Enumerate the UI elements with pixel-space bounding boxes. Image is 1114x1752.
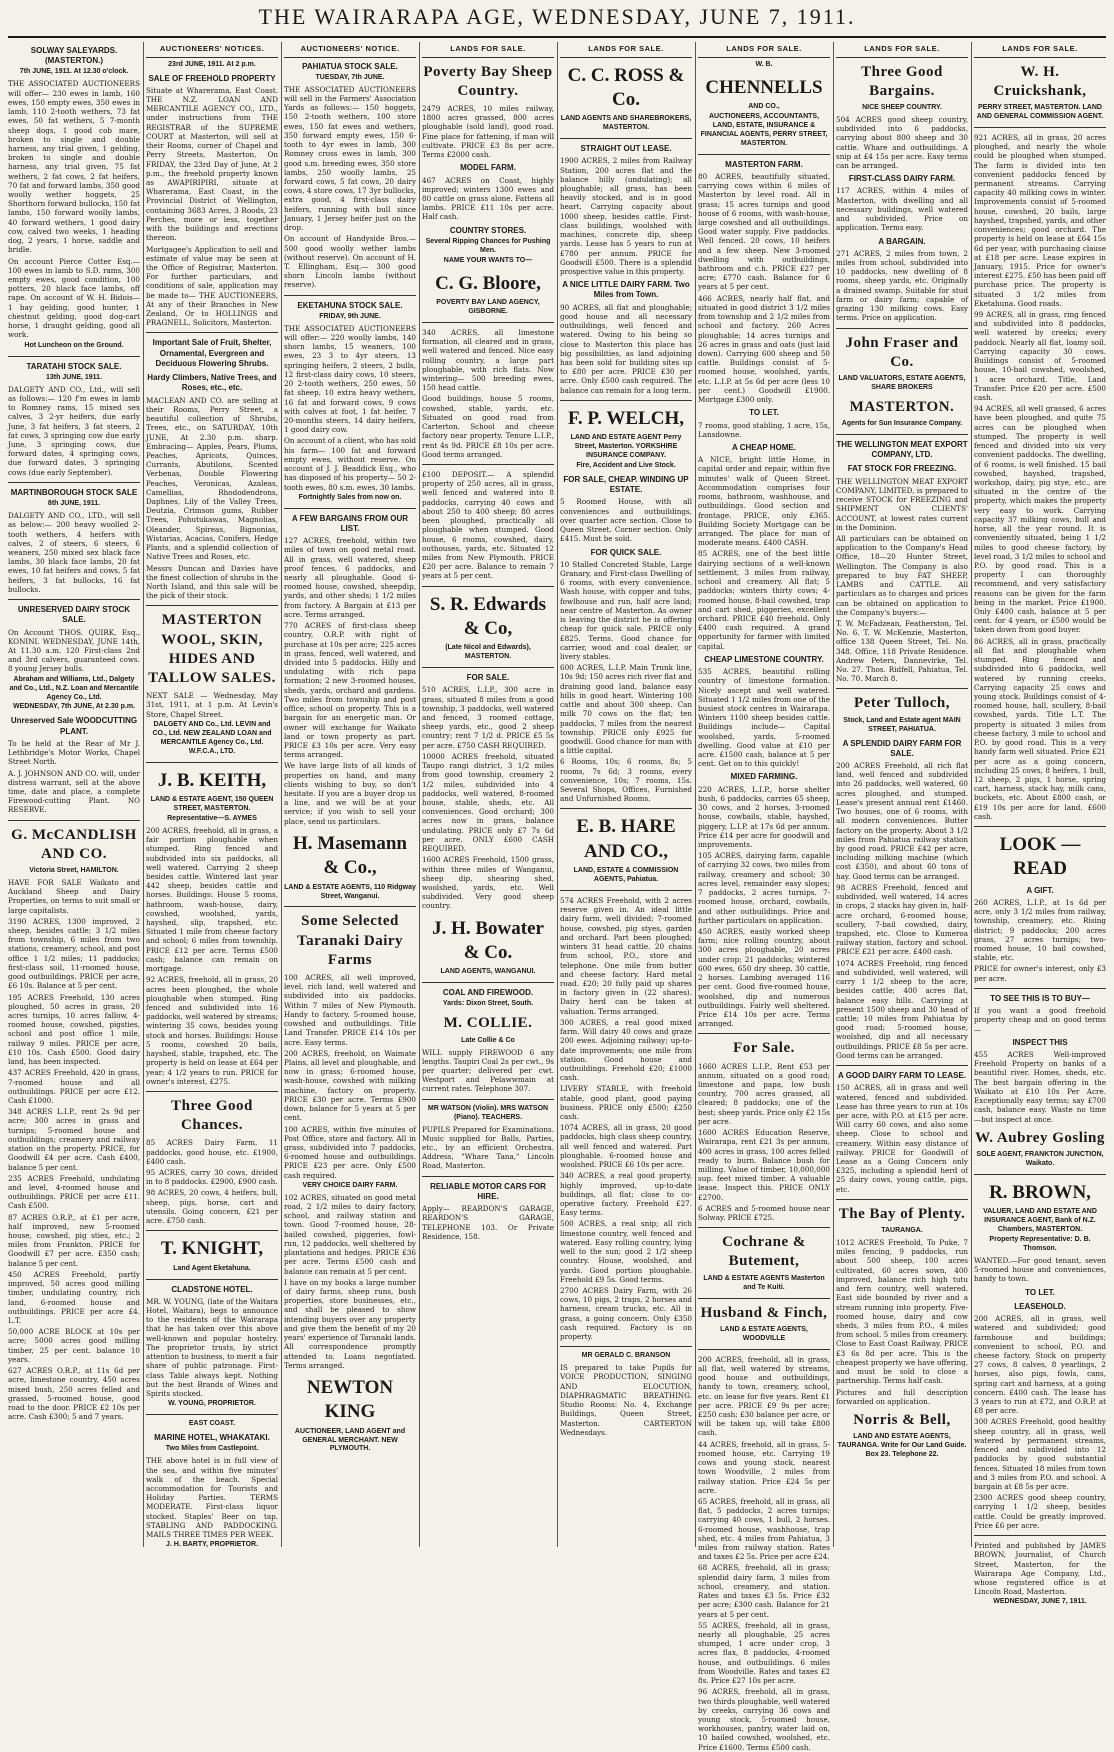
separator-rule — [560, 890, 692, 891]
advertisement-text: 1074 ACRES, all in grass, 20 good paddocks, high class sheep country, all well fenced and watered. Part ploughable. 6-roomed house and woolshed. PRICE £6 10s per acre. — [560, 1123, 692, 1170]
subheading: 23rd JUNE, 1911. At 2 p.m. — [168, 60, 256, 68]
subheading: 8th JUNE, 1911. — [47, 500, 101, 508]
advertisement-text: 85 ACRES Dairy Farm, 11 paddocks, good house, etc. £1900, £400 cash. — [146, 1138, 278, 1166]
advertisement-text: T. W. McFadzean, Featherston, Tel. No. 6. T. W. McKenzie, Masterton, office 138 Queen Street, Tel. No. 348. Office, 118 Private Residence. Andrew Peters, Dannevirke, Tel. No. 27. Thos. Ridfell, Pahiatua, Tel. No. 70. March 8. — [836, 618, 968, 684]
advertisement-text: 100 ACRES, all well improved, level, rich land, well watered and subdivided into six paddocks. Within 7 miles of New Plymouth. Handy to factory. 5-roomed house, cowshed and outbuildings. Title Land Transfer. PRICE £14 10s per acre. Easy terms. — [284, 973, 416, 1047]
subheading: POVERTY BAY LAND AGENCY, GISBORNE. — [436, 299, 540, 315]
separator-rule — [560, 138, 692, 139]
advertiser-name: E. B. HARE AND CO., — [576, 816, 676, 862]
subheading: WEDNESDAY, 7th JUNE, At 2.30 p.m. — [12, 703, 135, 711]
section-heading: UNRESERVED DAIRY STOCK SALE. — [17, 605, 131, 625]
advertiser-name: CHENNELLS — [705, 76, 823, 98]
advertisement-text: 200 ACRES, freehold, all in grass, a fair portion ploughable when stumped. Ring fenced and subdivided into six paddocks, all well watered. Carrying 2 sheep besides cattle. Wintered last year 442 sheep, besides cattle and horses. Buildings: House 5 rooms, bathroom, wash-house, dairy, cowshed, woolshed, yards, hayshed, slip, trapshed, etc. Situated 1 mile from cheese factory and school; 6 miles from township. PRICE £12 per acre. Terms £500 cash; balance can remain on mortgage. — [146, 825, 278, 974]
separator-rule — [974, 988, 1106, 989]
advertisement-text: 500 ACRES, a real snip; all rich limestone country, well fenced and watered. Easy rolling country, lying well to the sun; good 2 1/2 sheep country. House, woolshed, and yards. Good portion ploughable. Freehold £9 5s. Good terms. — [560, 1219, 692, 1284]
separator-rule — [836, 1065, 968, 1066]
section-heading: TO LET. — [1025, 1287, 1055, 1297]
advertisement-text: 96 ACRES, freehold, all in grass, two thirds ploughable, well watered by creeks, carrying 36 cows and young stock, 5-roomed house, workhouses, pantry, water laid on, 10 bailed cowshed, woolshed, etc. Price £1600. Terms £500 cash. — [698, 1687, 830, 1752]
advertisement-text: THE above hotel is in full view of the sea, and within five minutes' walk of the beach. Special accommodation for Tourists and Holiday Parties. TERMS MODERATE. First-class liquor stocked. Staples' Beer on tap. STABLING AND PADDOCKING. MAILS THREE TIMES PER WEEK. — [146, 1456, 278, 1540]
subheading: Agents for Sun Insurance Company. — [841, 420, 963, 428]
advertiser-name: Three Good Chances. — [171, 1097, 253, 1134]
advertisement-text: THE ASSOCIATED AUCTIONEERS will sell in the Farmers' Association Yards as follows:— 150 hoggets, 150 2-tooth wethers, 100 store ewes, 150 fat ewes and wethers, 350 forward empty ewes, 150 6-tooth to 4yr ewes in lamb, 300 Romney cross ewes in lamb, 300 good s.m. breeding ewes, 350 store lambs, 250 woolly lambs, 25 forward cows, 5 fat cows, 20 dairy cows, 4 store cows, 17 3yr bullocks, extra good, 4 first-class dairy heifers, running with bull since January, 1 Jersey heifer just on the drop. — [284, 84, 416, 233]
subheading: Fire, Accident and Live Stock. — [576, 462, 676, 470]
advertisement-text: 98 ACRES, 20 cows, 4 heifers, bull, sheep, pigs, horse, cart and utensils. Going concern, £21 per acre. £750 cash. — [146, 1188, 278, 1226]
subheading: EAST COAST. — [188, 1420, 236, 1428]
separator-rule — [698, 1349, 830, 1350]
advertiser-name: W. H. Cruickshank, — [993, 63, 1087, 99]
subheading: LAND AGENTS AND SHAREBROKERS, MASTERTON. — [560, 115, 692, 132]
section-heading: A NICE LITTLE DAIRY FARM. Two Miles from Town. — [562, 280, 690, 300]
advertisement-text: 467 ACRES on Coast, highly improved; winters 1300 ewes and 80 cattle on grass alone. Fattens all lambs. PRICE £11 10s per acre. Half cash. — [422, 175, 554, 222]
separator-rule — [836, 328, 968, 329]
advertisement-text: 6 Rooms, 10s; 6 rooms, 8s; 5 rooms, 7s 6d; 3 rooms, every convenience, 10s; 7 rooms, 15s. Several Shops, Offices, Furnished and Unfurnished Rooms. — [560, 757, 692, 804]
separator-rule — [698, 1033, 830, 1034]
column-heading: LANDS FOR SALE. — [836, 42, 968, 58]
separator-rule — [974, 1535, 1106, 1536]
separator-rule — [560, 400, 692, 401]
advertisement-text: 466 ACRES, nearly half flat, and situated in good district 3 1/2 miles from township and 2 1/2 miles from school and factory. 260 Acres ploughable; 14 acres turnips and 26 acres in grass and oats (just laid down). Carrying 600 sheep and 50 cattle. Buildings consist of 5-roomed house, woolshed, yards, etc. L.I.P. at 5s 6d per acre (less 10 per cent.) Goodwill £1900. Mortgage £300 only. — [698, 293, 830, 405]
section-heading: A GIFT. — [1026, 885, 1054, 895]
advertisement-text: THE ASSOCIATED AUCTIONEERS will offer:— 220 woolly lambs, 140 shorn lambs, 15 weaners, 100 ewes, 23 3 to 4yr steers, 13 springing heifers, 2 steers, 2 bulls, 12 first-class dairy cows, 10 steers, 20 2-tooth wethers, 250 ewes, 50 fat sheep, 10 extra heavy wethers, 16 fat and forward cows, 9 cows with calves at foot, 1 fat heifer, 7 20-months steers, 14 dairy heifers, 1 good dairy cow. — [284, 323, 416, 435]
advertisement-text: 504 ACRES good sheep country, subdivided into 6 paddocks, carrying about 800 sheep and 30 cattle. Whare and outbuildings. A snip at £4 15s per acre. Easy terms can be arranged. — [836, 114, 968, 171]
column-heading: AUCTIONEERS' NOTICE. — [284, 42, 416, 58]
advertisement-text: 99 ACRES, all in grass, ring fenced and subdivided into 8 paddocks, well watered by creeks; every paddock. Nearly all flat, loamy soil. Carrying capacity 30 cows. Buildings consist of 5-roomed house, 10-bail cowshed, woolshed, 1 acre orchard. Title, Land Transfer. Price £20 per acre. £500 cash. — [974, 310, 1106, 402]
subheading: LAND & ESTATE AGENTS, 110 Ridgway Street, Wanganui. — [284, 883, 416, 900]
column-5 — [560, 42, 692, 1547]
separator-rule — [146, 1091, 278, 1092]
separator-rule — [146, 605, 278, 606]
separator-rule — [146, 1230, 278, 1231]
subheading: AUCTIONEERS, ACCOUNTANTS, LAND, ESTATE, INSURANCE & FINANCIAL AGENTS, PERRY STREET, MASTERTON. — [700, 112, 828, 147]
column-heading: AUCTIONEERS' NOTICES. — [146, 42, 278, 58]
section-heading: A GOOD DAIRY FARM TO LEASE. — [837, 1071, 966, 1081]
subheading: Two Miles from Castlepoint. — [165, 1445, 259, 1453]
advertiser-name: M. COLLIE. — [443, 1015, 533, 1032]
advertisement-text: On Account THOS. QUIRK, Esq., KONINI. WEDNESDAY, JUNE 14th, At 11.30 a.m. 120 First-class 2nd and 3rd calvers, guaranteed cows. 8 young Jersey bulls. — [8, 627, 140, 674]
subheading: DALGETY AND Co., Ltd. LEVIN and CO., Ltd. NEW ZEALAND LOAN and MERCANTILE Agency Co., Ltd. W.F.C.A., LTD. — [152, 720, 272, 755]
advertiser-name: NEWTON KING — [306, 1376, 394, 1423]
section-heading: A FEW BARGAINS FROM OUR LIST. — [291, 513, 409, 533]
section-heading: TARATAHI STOCK SALE. — [26, 361, 122, 371]
advertisement-text: 535 ACRES, beautiful rolling country of limestone formation. Nicely ascept and well watered. Situated 1 1/2 miles from one of the busiest stock centres in Wairarapa. Winters 1100 sheep besides cattle. Buildings include— Capital woolshed, yards, 5-roomed dwelling. Good value at £10 per acre. £1500 cash, balance at 5 per cent. Get on to this quickly! — [698, 667, 830, 769]
advertisement-text: 340 ACRES, all limestone formation, all cleared and in grass, well watered and fenced. Nice easy rolling country, a large part ploughable, with rich flats. Now wintering— 500 breeding ewes, 150 head cattle. — [422, 327, 554, 393]
section-heading: PAHIATUA STOCK SALE. — [302, 61, 398, 71]
advertisement-text: 437 ACRES Freehold, 420 in grass, 7-roomed house and all outbuildings. PRICE per acre £12. Cash £1000. — [8, 1068, 140, 1105]
advertisement-text: If you want a good freehold property cheap and on good terms— — [974, 1006, 1106, 1034]
section-heading: FIRST-CLASS DAIRY FARM. — [848, 174, 956, 184]
advertisement-text: Apply— REARDON'S GARAGE, REARDON'S GARAGE, TELEPHONE 103. Or Private Residence, 158. — [422, 1204, 554, 1241]
separator-rule — [422, 322, 554, 323]
advertisement-text: 55 ACRES, freehold, all in grass, nearly all ploughable, 25 acres stumped, 1 acre under crop, 3 acres flax, 8 paddocks, 4-roomed house, and outbuildings. 6 miles from Woodville. Rates and taxes £2 8s. Price £27 10s per acre. — [698, 1620, 830, 1686]
subheading: NAME YOUR WANTS TO— — [443, 256, 533, 264]
column-1 — [8, 42, 140, 1547]
advertisement-text: 260 ACRES, L.I.P., at 1s 6d per acre, only 3 1/2 miles from railway, township, creamery, etc. Rising district; 9 paddocks; 200 acres grass, 27 acres turnips; two-roomed house, 10 bail cowshed, stable, etc. — [974, 897, 1106, 963]
separator-rule — [8, 356, 140, 357]
advertisement-text: Situate at Wharerama, East Coast. THE N.Z. LOAN AND MERCANTILE AGENCY CO., LTD., under instructions from THE REGISTRAR of the SUPREME COURT at Masterton, will sell at their Rooms, corner of Chapel and Perry Streets, Masterton, On FRIDAY, the 23rd Day of June, At 2 p.m., the freehold property known as AWAPIRIPIRI, situate at Wharerama, East Coast, in the Provincial District of Wellington, containing 3683 Acres, 3 Roods, 23 Perches, more or less, together with the buildings and erections thereon. — [146, 85, 278, 243]
advertiser-name: MASTERTON. — [849, 398, 955, 415]
advertisement-text: 600 ACRES, L.I.P. Main Trunk line, 10s 9d; 150 acres rich river flat and draining good land, balance easy hills in good heart. Wintering 100 cattle and about 300 sheep. Can milk 70 cows on the flat; ten paddocks, 7 miles from the nearest township. PRICE only £925 for goodwill. Good chance for man with a little capital. — [560, 663, 692, 756]
advertiser-name: S. R. Edwards & Co, — [429, 593, 547, 639]
advertisement-text: 87 ACRES O.R.P., at £1 per acre, half improved, new 5-roomed house, cowshed, pig sties, etc.; 2 miles from Frankton. PRICE for Goodwill £7 per acre. £350 cash; balance 5 per cent. — [8, 1212, 140, 1268]
advertisement-text: PUPILS Prepared for Examinations. Music supplied for Balls, Parties, etc., by an efficient Orchestra. Address, "Whare Tana," Lincoln Road, Masterton. — [422, 1124, 554, 1171]
advertiser-name: LOOK — READ — [999, 834, 1081, 880]
subheading: 13th JUNE, 1911. — [45, 373, 103, 381]
section-heading: COAL AND FIREWOOD. — [442, 988, 534, 998]
advertisement-text: £100 DEPOSIT.— A splendid property of 250 acres, all in grass, well fenced and watered into 8 paddocks, carrying 40 cows and about 250 to 400 sheep; 80 acres been ploughed, practically all ploughable when stumped. Good house, 6 rooms, cowshed, dairy, outhouses, yards, etc. Situated 12 miles from New Plymouth. PRICE £20 per acre. Balance to remain 7 years at 5 per cent. — [422, 469, 554, 581]
subheading: Representative—S. AYMES — [167, 814, 257, 822]
subheading: (Late Nicol and Edwards), MASTERTON. — [445, 644, 531, 661]
section-heading: MIXED FARMING. — [730, 772, 798, 782]
section-heading: A BARGAIN. — [878, 236, 926, 246]
advertiser-name: G. McCANDLISH AND CO. — [11, 826, 137, 862]
advertisement-text: All particulars can be obtained on application to the Company's Head Office, 18—20 Hunter Street, Wellington. The Company is also prepared to buy FAT SHEEP, LAMBS and CATTLE. All particulars as to charges and prices can be obtained on application to the Company's buyers:— — [836, 533, 968, 617]
advertisement-text: 44 ACRES, freehold, all in grass, 5-roomed house, etc. Carrying 19 cows and young stock, nearest town Woodville, 2 miles from railway station. Price £24 5s per acre. — [698, 1439, 830, 1495]
advertiser-name: John Fraser and Co. — [845, 334, 959, 370]
advertisement-text: THE ASSOCIATED AUCTIONEERS will offer— 230 ewes in lamb, 160 ewes, 150 empty ewes, 350 ewes in lamb, 110 2-tooth wethers, 73 fat ewes, 50 fat wethers, 5 7-month sheep dogs, 1 good cob mare, broken to single and double harness, any trial given, 1 gelding, broken to single and double harness, any trial given, 75 fat wethers, 2 fat cows, 2 fat heifers, 70 fat and forward lambs, 350 good woolly wether hoggets, 25 Shorthorn forward bullocks, 150 fat lambs, 150 forward woolly lambs, 40 forward wethers, 1 good dairy cow, calved two weeks, 1 heading dog, 2 years, 1 horse, saddle and bridle. — [8, 79, 140, 255]
subheading: LAND & ESTATE AGENT, 150 QUEEN STREET, MASTERTON. — [150, 795, 274, 812]
subheading: LAND AND ESTATE AGENTS, TAURANGA. Write for Our Land Guide. Box 23. Telephone 22. — [837, 1433, 967, 1459]
separator-rule — [422, 667, 554, 668]
advertisement-text: 348 ACRES L.I.P., rent 2s 9d per acre; 300 acres in grass and turnips; 5-roomed house and outbuildings; creamery and railway station on the property. PRICE, for Goodwill £4 per acre. Cash £400, balance 5 per cent. — [8, 1107, 140, 1172]
column-heading: LANDS FOR SALE. — [698, 42, 830, 58]
section-heading: FOR SALE, CHEAP. WINDING UP ESTATE. — [563, 474, 689, 495]
advertisement-text: Good buildings, house 5 rooms, cowshed, stable, yards, etc. Situated on good road from Carterton. School and cheese factory near property. Tenure L.I.P., rent 4s 9d. PRICE £8 10s per acre. Good terms arranged. — [422, 394, 554, 459]
subheading: Abraham and Williams, Ltd., Dalgety and Co., Ltd., N.Z. Loan and Mercantile Agency Co., Ltd. — [9, 675, 139, 701]
advertiser-name: Peter Tulloch, — [854, 695, 950, 712]
advertisement-text: 2479 ACRES, 10 miles railway, 1800 acres grassed, 800 acres ploughable (sold land), good road. Fine place for fattening, if man will cultivate. PRICE £3 8s per acre. Terms £2000 cash. — [422, 103, 554, 160]
subheading: MR WATSON (Violin). MRS WATSON (Piano). TEACHERS. — [427, 1104, 549, 1121]
section-heading: MASTERTON FARM. — [725, 159, 803, 169]
subheading: LAND, ESTATE & COMMISSION AGENTS, Pahiatua. — [573, 867, 679, 884]
subheading: NICE SHEEP COUNTRY. — [862, 103, 942, 111]
advertiser-name: J. B. KEITH, — [157, 769, 267, 791]
subheading: Several Ripping Chances for Pushing Men. — [425, 237, 551, 254]
column-2 — [146, 42, 278, 1547]
separator-rule — [974, 826, 1106, 827]
advertiser-name: Three Good Bargains. — [861, 63, 943, 99]
advertiser-name: C. C. ROSS & Co. — [567, 64, 685, 110]
subheading: LAND AGENTS, WANGANUI. — [440, 968, 536, 976]
advertisement-text: 1012 ACRES Freehold, To Puke, 7 miles fencing, 9 paddocks, run about 500 sheep, 100 acres cultivated, 60 acres sown, 400 improved, balance rich high tutu and fern country, well watered. East side bounded by river and a stream running into property. Five-roomed house, dairy and cow sheds, 3 miles from P.O., 4 miles from school. 5 miles from creamery. Close to East Coast Railway. PRICE £3 6s 8d per acre. This is the cheapest property we have offering, and must be sold to close a partnership. Terms half cash. — [836, 1238, 968, 1386]
advertisement-text: 1600 ACRES Freehold, 1500 grass, within three miles of Wanganui, sheep dip, shearing shed, woolshed, yards, etc. Well subdivided. Very good sheep country. — [422, 855, 554, 911]
subheading: J. H. BARTY, PROPRIETOR. — [165, 1541, 259, 1549]
advertisement-text: 200 ACRES, freehold, on Waimate Plains, all level and ploughable, and now in grass; 6-roomed house, wash-house, cowshed with milking machine, factory on property. PRICE £30 per acre. Terms £900 down, balance for 5 years at 5 per cent. — [284, 1048, 416, 1123]
separator-rule — [422, 1099, 554, 1100]
advertiser-name: Husband & Finch, — [700, 1304, 828, 1321]
section-heading: THE WELLINGTON MEAT EXPORT COMPANY, LTD. — [836, 439, 968, 460]
advertisement-text: 510 ACRES, L.I.P., 300 acre in grass, situated 8 miles from a good township, 3 paddocks, well watered and fenced, 3 roomed cottage, sheep yards, etc., good 2 sheep country; rent 7 1/2 d. PRICE £5 5s per acre. £750 CASH REQUIRED. — [422, 685, 554, 750]
column-3 — [284, 42, 416, 1547]
advertisement-text: 127 ACRES, freehold, within two miles of town on good metal road. All in grass, well watered, sheep proof fences, 6 paddocks, and nearly all ploughable. Good 6-roomed house, cowshed, sheepdip, yards, and other sheds; 1 1/2 miles from factory. A Bargain at £13 per acre. Terms arranged. — [284, 536, 416, 619]
advertisement-text: 95 ACRES, carry 30 cows, divided in to 8 paddocks. £2900, £900 cash. — [146, 1168, 278, 1187]
advertisement-text: 300 ACRES Freehold, good healthy sheep country, all in grass, well watered by permanent streams, fenced and subdivided into 12 paddocks by good substantial fences. Situated 18 miles from town and 3 miles from P.O. and school. A bargain at £8 5s per acre. — [974, 1417, 1106, 1491]
advertisement-text: IS prepared to take Pupils for VOICE PRODUCTION, SINGING AND ELOCUTION, DIAPHRAGMATIC BREATHING. Studio Rooms: No. 4, Exchange Buildings, Queen Street, Masterton. CARTERTON Wednesdays. — [560, 1363, 692, 1437]
column-heading: LANDS FOR SALE. — [974, 42, 1106, 58]
section-heading: A CHEAP HOME. — [731, 443, 796, 452]
subheading: VALUER, LAND AND ESTATE AND INSURANCE AGENT, Bank of N.Z. Chambers, MASTERTON. — [983, 1208, 1097, 1234]
section-heading: TO LET. — [749, 408, 779, 418]
separator-rule — [422, 464, 554, 465]
advertisement-text: 117 ACRES, within 4 miles of Masterton, with dwelling and all necessary buildings, well watered and subdivided. Price on application. Terms easy. — [836, 186, 968, 233]
separator-rule — [8, 599, 140, 600]
advertisement-text: 1900 ACRES, 2 miles from Railway Station, 200 acres flat and the balance hilly (undulating); all ploughable; all grass, has been heavily stocked, and is in good heart. Carrying capacity about 1000 sheep, besides cattle. First-class buildings, woolshed with machines, concrete dip, sheep yards. Lease has 5 years to run at £780 per annum. PRICE for Goodwill £500. There is a splendid prospective value in this property. — [560, 156, 692, 276]
subheading: FRIDAY, 9th JUNE. — [319, 312, 381, 320]
subheading: Late Collie & Co — [461, 1036, 515, 1044]
advertisement-text: 100 ACRES, within five minutes of Post Office, store and factory. All in grass, subdivided into 7 paddocks, 6-roomed house and outbuildings. PRICE £23 per acre. Only £500 cash required. — [284, 1124, 416, 1180]
advertisement-text: To be held at the Rear of Mr J. Lethbridge's Motor Works, Chapel Street North. — [8, 738, 140, 767]
subheading: Victoria Street, HAMILTON. — [29, 867, 119, 874]
advertisement-text: 94 ACRES, all well grassed, 6 acres have been ploughed, and quite 75 acres can be ploughed when stumped. The property is well fenced and divided into six very convenient paddocks. The dwelling, of 6 rooms, is well finished. 15 bail cowshed, hayshed, trapshed, workshop, dairy, pig stye, etc., are situated in the centre of the property, which makes the property very easy to work. Carrying capacity 37 milking cows, bull and horse, all the year round. It is conveniently situated, being 1 1/2 miles to good cheese factory, by level road, 3 1/2 miles to school and P.O. by good road. This is a property I can thoroughly recommend, and very satisfactory reasons can be given for the farm being in the market. Price £1900. Only £400 cash, balance at 5 per cent. for 4 years, or £500 would be taken down from good buyer. — [974, 404, 1106, 635]
subheading: PERRY STREET, MASTERTON. LAND AND GENERAL COMMISSION AGENT. — [976, 103, 1104, 120]
advertisement-text: We have large lists of all kinds of properties on hand, and many clients wishing to buy, so don't hesitate. If you are a buyer drop us a line, and we will be at your service; if you wish to sell your place, send us particulars. — [284, 761, 416, 826]
separator-rule — [284, 906, 416, 907]
advertisement-text: Printed and published by JAMES BROWN, Journalist, of Church Street, Masterton, for the Wairarapa Age Company, Ltd., whose registered office is at Lincoln Road, Masterton. — [974, 1541, 1106, 1597]
section-heading: Unreserved Sale WOODCUTTING PLANT. — [10, 716, 138, 736]
separator-rule — [698, 1227, 830, 1228]
advertisement-text: 2300 ACRES good sheep country, carrying 1 1/2 sheep, besides cattle. Could be greatly improved. Price £6 per acre. — [974, 1493, 1106, 1530]
separator-rule — [560, 1346, 692, 1347]
column-rule — [695, 42, 696, 1547]
advertisement-text: LIVERY STABLE, with freehold stable, good plant, good paying business. PRICE only £500; £250 cash. — [560, 1084, 692, 1122]
separator-rule — [8, 482, 140, 483]
subheading: TAURANGA. — [881, 1227, 923, 1235]
subheading: AUCTIONEER, LAND AGENT and GENERAL MERCHANT. NEW PLYMOUTH. — [294, 1427, 406, 1453]
separator-rule — [146, 1414, 278, 1415]
separator-rule — [284, 508, 416, 509]
section-heading: RELIABLE MOTOR CARS FOR HIRE. — [430, 1181, 546, 1201]
subheading: LAND VALUATORS, ESTATE AGENTS, SHARE BROKERS — [838, 374, 966, 391]
advertisement-text: MR. W. YOUNG, (late of the Waitara Hotel, Waitara), begs to announce to the residents of the Wairarapa that he has taken over this above well-known and popular hostelry. The proprietor trusts, by strict attention to business, to merit a fair share of public patronage. First-class Table always kept. Nothing but the best Brands of Wines and Spirits stocked. — [146, 1296, 278, 1398]
column-rule — [557, 42, 558, 1547]
advertisement-text: 200 ACRES, freehold, all in grass, all flat, well watered by streams, good house and outbuildings, handy to town, creamery, school, etc. on lease for five years. Rent £1 per acre. PRICE £9 9s per acre; £250 cash; £30 balance per acre, or will be taken up, will take £800 cash. — [698, 1354, 830, 1438]
column-6 — [698, 42, 830, 1752]
advertisement-text: 300 ACRES, a real good mixed farm. Will dairy 40 cows and graze 200 ewes. Adjoining railway; up-to-date improvements; one mile from station. Good house and outbuildings. Freehold £20; £1000 cash. — [560, 1017, 692, 1083]
separator-rule — [974, 127, 1106, 128]
advertisement-text: 85 ACRES, one of the best little dairying sections of a well-known settlement, 3 miles from railway, school and creamery. All flat; 5 paddocks; winters thirty cows; 4-roomed house, 8-bail cowshed, trap and cart shed, piggeries, excellent orchard. PRICE £40 freehold. Only £400 cash required. A grand opportunity for farmer with limited capital. — [698, 549, 830, 651]
advertiser-name: Cochrane & Butement, — [722, 1234, 806, 1270]
advertisement-text: On account of a client, who has sold his farm— 100 fat and forward empty ewes, without reserve. On account of J. J. Beaddick Esq., who has disposed of his property— 50 2-tooth ewes, 80 s.m. ewes, 30 lambs. — [284, 436, 416, 492]
advertisement-text: 65 ACRES, freehold, all in grass, all flat, 5 paddocks, 2 acres turnips; carrying 40 cows, 1 bull, 2 horses. 6-roomed house, washhouse, trap shed, etc. 4 miles from Pahiatua, 3 miles from railway station. Rates and taxes £2 5s. Price per acre £24. — [698, 1496, 830, 1562]
advertisement-text: 6 ACRES and 5-roomed house near Solway. PRICE £725. — [698, 1203, 830, 1223]
subheading: W. YOUNG, PROPRIETOR. — [168, 1400, 256, 1408]
advertisement-text: 921 ACRES, all in grass, 20 acres ploughed, and nearly the whole could be ploughed when stumped. The farm is divided into ten convenient paddocks fenced by permanent streams. Carrying capacity 40 milking cows in winter. Improvements consist of 5-roomed house, cowshed, 20 bails, large hayshed, trapshed, yards, and other conveniences; good orchard. The property is held on lease at £64 15s 6d per year, with purchasing clause at £18 per acre. Lease expires in January, 1915. Price for owner's interest £275. £50 has been paid off purchase price. The property is situated 3 1/2 miles from Eketahuna. Good roads. — [974, 132, 1106, 308]
subheading: VERY CHOICE DAIRY FARM. — [302, 1181, 398, 1189]
separator-rule — [422, 982, 554, 983]
section-heading: EKETAHUNA STOCK SALE. — [297, 300, 403, 310]
advertisement-text: 455 ACRES Well-improved Freehold Property on banks of a beautiful river. Homes, sheds, etc. The best bargain offering in the Waikato at £10 10s Per Acre. Exceptionally easy terms; say £700 cash, balance easy. Waste no time —but inspect at once. — [974, 1050, 1106, 1124]
advertisement-text: 1074 ACRES Freehold, ring fenced and subdivided, well watered, will carry 1 1/2 sheep to the acre, besides cattle; 400 acres flat, balance easy hills. Carrying at present 1500 sheep and 30 head of cattle; 10 miles from Pahiatua by good road; 5-roomed house, woolshed, dip and all necessary outbuildings. PRICE £8 5s per acre. Good terms can be arranged. — [836, 958, 968, 1060]
advertisement-text: HAVE FOR SALE Waikato and Auckland Sheep and Dairy Properties, on terms to suit small or large capitalists. — [8, 877, 140, 915]
advertisement-text: 200 ACRES Freehold, all rich flat land, well fenced and subdivided into 26 paddocks, well watered, 60 acres ploughed, and stumped. Lease's present annual rent £1460. Two houses, one of 6 rooms, with all modern conveniences. Butter factory on the property. About 3 1/2 miles from Pahiatua railway station by good road. PRICE £42 per acre, including milking machine (which cost £350), and about 60 tons of hay. Good terms can be arranged. — [836, 761, 968, 881]
advertisement-text: 86 ACRES, all in grass, practically all flat and ploughable when stumped. Ring fenced and subdivided into 6 paddocks, well watered by running creeks. Carrying capacity 25 cows and young stock. Buildings consist of 4-roomed house, hall, scullery, 8-bail cowshed, yards. Title L.T. The property is situated 3 miles from cheese factory, 3 mile to school and P.O. by good road. This is a very handy farm well situated. Price £21 per acre as a going concern, including 25 cows, 8 heifers, 1 bull, 12 sheep, 2 pigs, 1 horse, spring cart, harness, stack hay, milk cans, buckets, etc. About £800 cash, or £19 10s per acre for land. £600 cash. — [974, 636, 1106, 821]
section-heading: CLADSTONE HOTEL. — [171, 1284, 253, 1294]
section-heading: Hardy Climbers, Native Trees, and Roses, etc., etc. — [147, 373, 277, 393]
separator-rule — [422, 1176, 554, 1177]
advertiser-name: Poverty Bay Sheep Country. — [423, 63, 553, 99]
separator-rule — [836, 434, 968, 435]
subheading: Hot Luncheon on the Ground. — [24, 341, 124, 349]
advertisement-text: A NICE, bright little Home, in capital order and repair, within five minutes' walk of Queen Street. Accommodation comprises four rooms, bathroom, washhouse, and outbuildings. Good section and frontage. PRICE, only £365. Building Society Mortgage can be arranged. The place for man of moderate means. £400 CASH. — [698, 455, 830, 548]
separator-rule — [422, 586, 554, 587]
advertisement-text: I have on my books a large number of dairy farms, sheep runs, bush properties, store businesses, etc., and shall be pleased to show intending buyers over any property and give them the benefit of my 20 years' experience of Taranaki lands. All correspondence promptly attended to. Loans negotiated. Terms arranged. — [284, 1277, 416, 1370]
advertiser-name: C. G. Bloore, — [435, 272, 541, 294]
subheading: TUESDAY, 7th JUNE. — [315, 73, 385, 81]
advertisement-text: 770 ACRES of first-class sheep country, O.R.P. with right of purchase at 10s per acre; 225 acres in grass, fenced, well watered, and divided into 5 paddocks. Hilly and undulating with rich papa formation; 2 new 3-roomed houses, sheds, yards, orchard and gardens. Two miles from township and post office, school on property. This is a bargain for an energetic man. Or owner will exchange for Waikato land or town property as part. PRICE £3 10s per acre. Very easy terms arranged. — [284, 621, 416, 760]
advertisement-text: THE WELLINGTON MEAT EXPORT COMPANY, LIMITED, is prepared to receive STOCK for FREEZING and SHIPMENT ON CLIENTS' ACCOUNT, at lowest rates current in the Dominion. — [836, 476, 968, 532]
advertisement-text: On account Pierce Cotter Esq.— 100 ewes in lamb to S.D. rams, 300 empty ewes, good condition, 100 potters, 20 black face lambs, off rape. On account of W. H. Bidois— 1 bay gelding, good hunter, 1 chestnut gelding, good dog-cart horse, 1 draught gelding, good all work. — [8, 256, 140, 340]
separator-rule — [698, 154, 830, 155]
separator-rule — [974, 1174, 1106, 1175]
subheading: LAND & ESTATE AGENTS, WOODVILLE — [720, 1325, 808, 1342]
subheading: W. B. — [755, 60, 773, 68]
separator-rule — [284, 295, 416, 296]
advertisement-text: 195 ACRES Freehold, 130 acres ploughed, 50 acres in grass, 20 acres turnips, 10 acres fallow, 4-roomed house, cowshed, pigsties, school and post office 1 mile, railway 9 miles. PRICE per acre, £10 10s. Cash £500. Good dairy land, has been inspected. — [8, 992, 140, 1067]
masthead-rule — [8, 36, 1106, 38]
advertisement-text: NEXT SALE — Wednesday, May 31st, 1911, at 1 p.m. At Levin's Store, Chapel Street. — [146, 691, 278, 719]
subheading: LAND & ESTATE AGENTS Masterton and Te Kuiti. — [703, 1274, 825, 1291]
masthead: THE WAIRARAPA AGE, WEDNESDAY, JUNE 7, 1911. — [258, 4, 856, 29]
advertisement-text: 450 ACRES, easily worked sheep farm; nice rolling country, about 300 acres ploughable, 20 acres under crop; 21 paddocks; wintered 600 ewes, 650 dry sheep, 30 cattle, 2 horses. Lambing averaged 116 per cent. Good five-roomed house, woolshed, dip and numerous outbuildings. Fairly well sheltered. Price £14 10s per acre. Terms arranged. — [698, 926, 830, 1029]
section-heading: LEASEHOLD. — [1014, 1301, 1066, 1311]
column-rule — [971, 42, 972, 1547]
advertisement-text: 235 ACRES Freehold, undulating and level, 4-roomed house and outbuildings. PRICE per acre £11. Cash £500. — [8, 1173, 140, 1211]
advertisement-text: 271 ACRES, 2 miles from town, 2 miles from school, subdivided into 10 paddocks, new dwelling of 8 rooms, sheep yards, etc. Originally a drained swamp. Suitable for stud farm or dairy farm; capable of grazing 130 milking cows. Easy terms. Price on application. — [836, 248, 968, 323]
advertisement-text: MACLEAN AND CO. are selling at their Rooms, Perry Street, a beautiful collection of Shrubs, Trees, etc., on SATURDAY, 10th JUNE, At 2.30 p.m. sharp. Embracing— Apples, Pears, Plums, Peaches, Apricots, Quinces, Currants, Abutilons, Scented Verbenas, Double Flowering Peaches, Veronicas, Azaleas, Camellias, Rhododendrons, Daphnes, Lily of the Valley Trees, Deutzia, Crimson gums, Rubber Trees, Pohutukawas, Magnolias, Oleander, Spireas, Bignonias, Wistarias, Acacias, Conifers, Hedge Plants, and a splendid collection of Native Trees and Roses, etc. — [146, 395, 278, 562]
advertiser-name: J. H. Bowater & Co. — [432, 917, 544, 963]
section-heading: INSPECT THIS — [1012, 1037, 1068, 1047]
subheading: Yards: Dixon Street, South. — [442, 1000, 534, 1008]
section-heading: MODEL FARM. — [460, 163, 516, 173]
advertisement-text: 50,000 ACRE BLOCK at 10s per acre; 5000 acres good milling timber, 25 per cent. balance 10 years. — [8, 1327, 140, 1364]
separator-rule — [560, 808, 692, 809]
advertisement-text: 340 ACRES, a real good property, highly improved, up-to-date buildings, all flat; close to co-operative factory. Freehold £27. Easy terms. — [560, 1171, 692, 1218]
advertisement-text: 105 ACRES, dairying farm, capable of carrying 32 cows, two miles from railway, creamery and school; 30 acres level, remainder easy slopes; 7 paddocks, 2 acres turnips. 7-roomed house, orchard, cowbails, and other outbuildings. Price and further particulars on application. — [698, 851, 830, 925]
advertisement-text: On account of Handyside Bros.— 500 good woolly wether lambs (without reserve). On account of H. T. Ellingham, Esq.— 300 good shorn Lincoln lambs (without reserve). — [284, 234, 416, 290]
separator-rule — [836, 688, 968, 689]
advertisement-text: 574 ACRES Freehold, with 2 acres reserve given in. An ideal little dairy farm, well divided; 7-roomed house, cowshed, pig styes, garden and orchard. Part been ploughed; winters 31 head cattle. 20 chains from school, P.O., store and telephone. One mile from butter and cheese factory. Hard metal road. £20; 20 fully paid up shares in factory given in (22 shares). Dairy herd can be taken at valuation. Terms arranged. — [560, 896, 692, 1016]
advertisement-text: 627 ACRES O.R.P., at 11s 6d per acre, limestone country, 450 acres mixed bush, 250 acres felled and grassed, 5-roomed house, good road to the door. PRICE £2 10s per acre. Cash £300; 5 and 7 years. — [8, 1366, 140, 1422]
column-8 — [974, 42, 1106, 1606]
advertisement-text: 10 Stalled Concreted Stable, Large Granary, and First-class Dwelling of 6 rooms, with every convenience. Wash house, with copper and tubs, fowlhouse and run, half acre land; near centre of Masterton. As owner is leaving the district he is offering cheap for quick sale. PRICE only £825. Terms. Good chance for carrier, wood and coal dealer, or livery stables. — [560, 559, 692, 661]
advertisement-text: 98 ACRES Freehold, fenced and subdivided, well watered, 14 acres in crops, 2 stacks hay given in, half-acre orchard, 6-roomed house, scullery, 7-bail cowshed, dairy, trapshed, etc. Close to Kumeroa railway station, factory and school. PRICE £21 per acre. £400 cash. — [836, 882, 968, 957]
section-heading: FAT STOCK FOR FREEZING. — [847, 464, 957, 474]
advertisement-text: 450 ACRES Freehold, partly improved, 50 acres good milling timber, undulating country, rich land, 6-roomed house and outbuildings. PRICE per acre £4. L.T. — [8, 1269, 140, 1326]
separator-rule — [146, 1279, 278, 1280]
advertisement-text: 80 ACRES, beautifully situated, carrying cows within 6 miles of Masterton by level road. All in grass; 15 acres turnips and good house of 6 rooms, with wash-house, large cowshed and all outbuildings. Good water supply. Five paddocks. Well fenced. 20 cows, 10 heifers and a few sheep. New 3-roomed dwelling with outbuildings, bathroom and c.h. PRICE £27 per acre; £770 cash. Balance for 6 years at 5 per cent. — [698, 171, 830, 292]
section-heading: SOLWAY SALEYARDS. (MASTERTON.) — [30, 46, 118, 66]
section-heading: A SPLENDID DAIRY FARM FOR SALE. — [842, 738, 962, 758]
advertiser-name: For Sale. — [733, 1040, 795, 1057]
column-heading: LANDS FOR SALE. — [422, 42, 554, 58]
section-heading: CHEAP LIMESTONE COUNTRY. — [704, 654, 824, 664]
section-heading: STRAIGHT OUT LEASE. — [580, 144, 672, 154]
advertisement-text: 10000 ACRES freehold, situated Taupo rangi district, 3 1/2 miles from good township, creamery 2 1/2 miles, subdivided into 4 paddocks, well watered, 8-roomed house, stable, sheds, etc. All conveniences. Good orchard; 300 acres now in grass, balance undulating. PRICE only £7 7s 6d per acre. ONLY £600 CASH REQUIRED. — [422, 751, 554, 854]
subheading: Fortnightly Sales from now on. — [298, 493, 402, 501]
advertisement-text: 2700 ACRES Dairy Farm, with 26 cows, 10 pigs, 2 traps, 2 horses and harness, cream trucks, etc. All in grass, a going concern. Only £350 cash required. Factory is on property. — [560, 1285, 692, 1342]
separator-rule — [8, 820, 140, 821]
advertisement-text: Messrs Duncan and Davies have the finest collection of shrubs in the North Island, and this sale will be the pick of their stock. — [146, 563, 278, 601]
advertisement-text: 102 ACRES, situated on good metal road, 2 1/2 miles to dairy factory, school, and railway station and town. Good 7-roomed house, 28-bailed cowshed, piggeries, fowl-run, 12 paddocks, well sheltered by plantations and hedges. PRICE £36 per acre. Terms £500 cash and balance can remain at 5 per cent. — [284, 1192, 416, 1276]
subheading: Stock, Land and Estate agent MAIN STREET, PAHIATUA. — [843, 716, 961, 733]
section-heading: MARINE HOTEL, WHAKATAKI. — [154, 1433, 270, 1443]
advertisement-text: 200 ACRES, all in grass, well watered and subdivided; good farmhouse and buildings; convenient to school, P.O. and cheese factory. Stock on property 27 cows, 8 calves, 8 yearlings, 2 horses, also pigs, fowls, cans, spring cart and harness, at a going concern. £400 cash. The lease has 3 years to run at £72, and O.R.P. at £8 per acre. — [974, 1314, 1106, 1416]
section-heading: COUNTRY STORES. — [449, 225, 527, 235]
separator-rule — [146, 332, 278, 333]
separator-rule — [146, 762, 278, 763]
separator-rule — [836, 1199, 968, 1200]
section-heading: FOR QUICK SALE. — [590, 547, 662, 557]
advertisement-text: 7 rooms, good stabling, 1 acre, 15s, Lansdowne. — [698, 420, 830, 439]
section-heading: FOR SALE. — [466, 673, 510, 683]
section-heading: Important Sale of Fruit, Shelter, Ornamental, Evergreen and Deciduous Flowering Shrubs. — [152, 338, 272, 368]
advertisement-text: WANTED.—For good tenant, seven 5-roomed house and conveniences, handy to town. — [974, 1255, 1106, 1284]
advertiser-name: Some Selected Taranaki Dairy Farms — [296, 913, 404, 968]
column-heading: LANDS FOR SALE. — [560, 42, 692, 58]
advertisement-text: 150 ACRES, all in grass and well watered, fenced and subdivided. Lease has three years to run at 10s per acre, with P.O. at £15 per acre. Will carry 60 cows, and also some sheep. Close to school and creamery. Within easy distance of railway. PRICE for Goodwill of Lease as a Going Concern only £325, including a splendid herd of 25 dairy cows, young cattle, pigs, etc. — [836, 1083, 968, 1194]
advertisement-text: 1660 ACRES L.I.P., Rent £53 per annum, situated on a good road; limestone and papa, low bush country, 700 acres grassed, all cleared; 8 paddocks; one of the best; sheep yards. Price only £2 15s per acre. — [698, 1061, 830, 1126]
advertisement-text: DALGETY AND CO., Ltd., will sell as follows:— 120 f'm ewes in lamb to Romney rams, 15 mixed sex calves, 3 2-yr heifers, due early June, 3 fat heifers, 3 fat steers, 2 fat cows, 3 springing cow due early June, 3 springing cows, due forward dates, 4 springing cows, due forward dates, 3 springing cows (due early September). — [8, 384, 140, 477]
advertiser-name: F. P. WELCH, — [568, 407, 684, 429]
subheading: Property Representative: D. B. Thomson. — [989, 1236, 1091, 1252]
advertisement-text: 1600 ACRES Education Reserve, Wairarapa, rent £21 3s per annum, 400 acres in grass, 100 acres felled ready to burn. Balance bush for milling. Value of timber, 10,000,000 sup. feet mixed timber. A valuable lease. Inspect this. PRICE ONLY £2700. — [698, 1128, 830, 1202]
advertisement-text: 3190 ACRES, 1300 improved, 2 sheep, besides cattle; 3 1/2 miles from township, 6 miles from two stations, creamery, school, and post office 1 1/2 miles; 11 paddocks; first-class soil, 11-roomed house, good outbuildings. PRICE per acre, £6 10s. Balance at 5 per cent. — [8, 916, 140, 991]
advertisement-text: 68 ACRES, freehold, all in grass; splendid dairy farm, 3 miles from school, creamery, and station. Rates and taxes £3 5s. Price £32 per acre; £300 cash. Balance for 21 years at 5 per cent. — [698, 1563, 830, 1619]
advertiser-name: The Bay of Plenty. — [838, 1205, 966, 1222]
section-heading: SALE OF FREEHOLD PROPERTY — [148, 73, 276, 83]
subheading: MR GERALD C. BRANSON — [581, 1352, 671, 1360]
subheading: Land Agent Eketahuna. — [173, 1264, 251, 1272]
column-7 — [836, 42, 968, 1547]
advertiser-name: Norris & Bell, — [853, 1411, 951, 1428]
column-rule — [143, 42, 144, 1547]
section-heading: TO SEE THIS IS TO BUY— — [990, 993, 1090, 1003]
subheading: LAND AND ESTATE AGENT Perry Street, Masterton. YORKSHIRE INSURANCE COMPANY. — [570, 434, 682, 460]
subheading: SOLE AGENT, FRANKTON JUNCTION, Waikato. — [976, 1150, 1104, 1167]
advertisement-text: 220 ACRES, L.I.P., horse shelter bush, 6 paddocks, carries 65 sheep, 30 cows, and 2 horses, 3-roomed house, cowbails, stable, hayshed, piggery, L.I.P. at 17s 6d per annum. Price £14 per acre for goodwill and improvements. — [698, 784, 830, 850]
column-4 — [422, 42, 554, 1547]
advertisement-text: Pictures and full description forwarded on application. — [836, 1387, 968, 1406]
advertisement-text: DALGETY AND CO., LTD., will sell as below:— 200 heavy woolled 2-tooth wethers, 4 heifers with calves, 2 of steers, 6 steers, 6 weaners, 250 mixed sex black face lambs, 30 black face lambs, 20 fat ewes, 10 fat heifers and cows, 5 fat heifers, 3 fat bullocks, 16 fat bullocks. — [8, 511, 140, 594]
advertiser-name: R. BROWN, — [989, 1181, 1091, 1203]
advertiser-name: T. KNIGHT, — [160, 1238, 264, 1260]
subheading: AND CO., — [748, 102, 780, 110]
column-rule — [833, 42, 834, 1547]
advertisement-text: 92 ACRES, freehold, all in grass, 20 acres been ploughed, the whole ploughable when stumped. Ring fenced and subdivided into 16 paddocks, well watered by streams; wintering 35 cows, besides young stock and horses. Buildings: House 5 rooms, cowshed 20 bails, hayshed, stable, trapshed, etc. The property is held on lease at £64 per year; 4 1/2 years to run. PRICE for owner's interest, £275. — [146, 975, 278, 1086]
advertisement-text: WILL supply FIREWOOD 6 any lengths. Taupiri Coal 2s per cwt., 9s per quarter; delivered per cwt. Westport and Pelawwmain at current rates. Telephone 307. — [422, 1047, 554, 1094]
advertisement-text: Mortgagee's Application to sell and estimate of value may be seen at the Office of Registrar, Masterton. For further particulars, and conditions of sale, application may be made to— THE AUCTIONEERS, At any of their Branches in New Zealand, Or to HOLLINGS and PRAGNELL, Solicitors, Masterton. — [146, 244, 278, 328]
section-heading: MARTINBOROUGH STOCK SALE — [10, 487, 138, 497]
advertiser-name: MASTERTON WOOL, SKIN, HIDES AND TALLOW SALES. — [148, 612, 276, 687]
subheading: 7th JUNE, 1911. At 12.30 o'clock. — [19, 68, 129, 76]
advertisement-text: 90 ACRES, all flat and ploughable; good house and all necessary outbuildings, well fenced and watered. Owing to his being so close to Masterton this place has big possibilities, as land adjoining has been sold for building sites up to £80 per acre. PRICE £30 per acre. Only £500 cash required. The balance can remain for a long term. — [560, 302, 692, 395]
separator-rule — [698, 1298, 830, 1299]
column-rule — [419, 42, 420, 1547]
advertiser-name: H. Masemann & Co., — [293, 832, 407, 879]
advertiser-name: W. Aubrey Gosling — [975, 1129, 1105, 1146]
advertisement-text: A. J. JOHNSON AND CO. will, under distress warrant, sell at the above time, date and place, a complete Firewood-cutting Plant. NO RESERVE. — [8, 768, 140, 815]
advertisement-text: 5 Roomed House, with all conveniences and outbuildings, over quarter acre section. Close to Queen Street. Corner section. Only £415. Must be sold. — [560, 497, 692, 544]
column-rule — [281, 42, 282, 1547]
subheading: WEDNESDAY, JUNE 7, 1911. — [993, 1598, 1087, 1606]
advertisement-text: PRICE for owner's interest, only £3 per acre. — [974, 964, 1106, 983]
